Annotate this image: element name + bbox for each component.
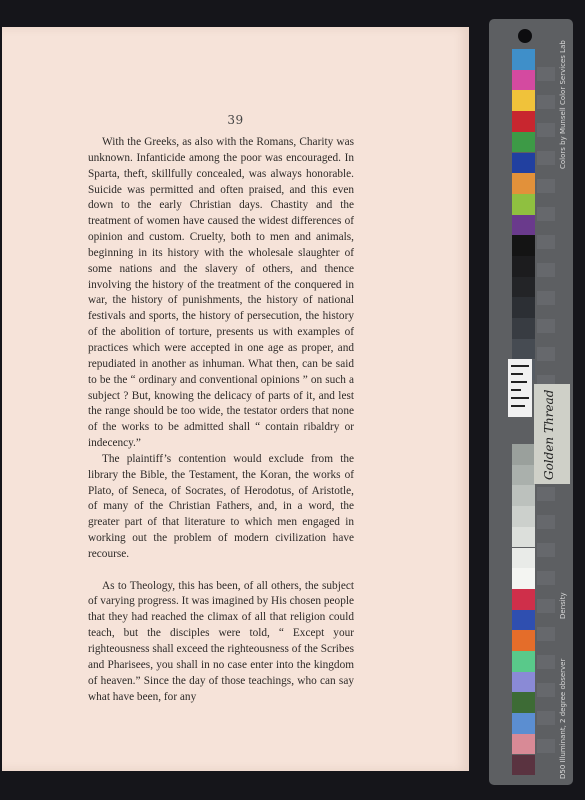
color-swatch <box>512 111 535 132</box>
color-swatch <box>512 277 535 298</box>
color-swatch <box>512 444 535 465</box>
color-swatch <box>512 465 535 486</box>
color-swatch <box>512 194 535 215</box>
color-swatch <box>512 153 535 174</box>
paragraph-3: As to Theology, this has been, of all others, the subject of varying progress. It was imagined by His chosen people that they had reached the climax of all that religion could teach, but the disciples were told, “ Except your righteousness shall exceed the righteousness of the Scribes and Pharisees, you shall in no case enter into the kingdom of heaven.” Since the day of those teachings, who can say what have been, for any <box>88 579 354 703</box>
color-swatch <box>512 527 535 548</box>
color-swatch <box>512 297 535 318</box>
book-page <box>2 27 469 771</box>
strip-label-top: Colors by Munsell Color Services Lab <box>559 40 567 169</box>
color-swatch <box>512 173 535 194</box>
color-swatch <box>512 755 535 776</box>
color-swatch <box>512 692 535 713</box>
resolution-target <box>508 359 532 417</box>
color-swatch <box>512 339 535 360</box>
color-swatch <box>512 235 535 256</box>
page-number: 39 <box>227 113 244 127</box>
color-swatch <box>512 132 535 153</box>
color-swatch <box>512 548 535 569</box>
color-swatch <box>512 485 535 506</box>
color-swatch <box>512 672 535 693</box>
color-swatch <box>512 713 535 734</box>
body-text <box>88 135 354 705</box>
color-swatch <box>512 734 535 755</box>
color-swatch <box>512 256 535 277</box>
color-swatch <box>512 49 535 70</box>
paragraph-1: With the Greeks, as also with the Romans, Charity was unknown. Infanticide among the poor was encouraged. In Sparta, theft, skillfully concealed, was always honorable. Suicide was permitted and often praised, and this even down to the early Christian days. Chastity and the treatment of women have caused the widest differences of opinion and custom. Cruelty, both to men and animals, beginning in its history with the wholesale slaughter of some nations and the slavery of others, and thence involving the history of the treatment of the conquered in war, the history of punishments, the history of national festivals and sports, the history of persecution, the history of the abolition of torture, presents us with examples of practices which were accepted in one age as proper, and repudiated in another as inhuman. What then, can be said to be the “ ordinary and conventional opinions ” on such a subject ? But, knowing the delicacy of parts of it, and lest the range should be too wide, the testator orders that none of the works to be admitted shall “ contain ribaldry or indecency.” <box>88 136 354 450</box>
color-swatch <box>512 568 535 589</box>
strip-label-density: Density <box>559 592 567 619</box>
paragraph-2: The plaintiff’s contention would exclude from the library the Bible, the Testament, the Koran, the works of Plato, of Seneca, of Socrates, of Herodotus, of Aristotle, of many of the Christian Fathers, and, in a word, the greater part of that literature to which men engaged in working out the problem of modern civilization have recourse. <box>88 452 354 560</box>
strip-label-bottom: D50 Illuminant, 2 degree observer <box>559 658 567 779</box>
color-swatch <box>512 70 535 91</box>
color-checker-strip <box>489 19 573 785</box>
color-swatch <box>512 610 535 631</box>
color-swatch <box>512 318 535 339</box>
color-swatch <box>512 651 535 672</box>
color-swatch <box>512 630 535 651</box>
color-swatch <box>512 589 535 610</box>
handwriting-label <box>534 384 570 484</box>
color-swatch <box>512 506 535 527</box>
color-swatch <box>512 215 535 236</box>
handwriting-text: Golden Thread <box>542 389 556 480</box>
color-swatch <box>512 90 535 111</box>
strip-hole-top <box>518 29 532 43</box>
